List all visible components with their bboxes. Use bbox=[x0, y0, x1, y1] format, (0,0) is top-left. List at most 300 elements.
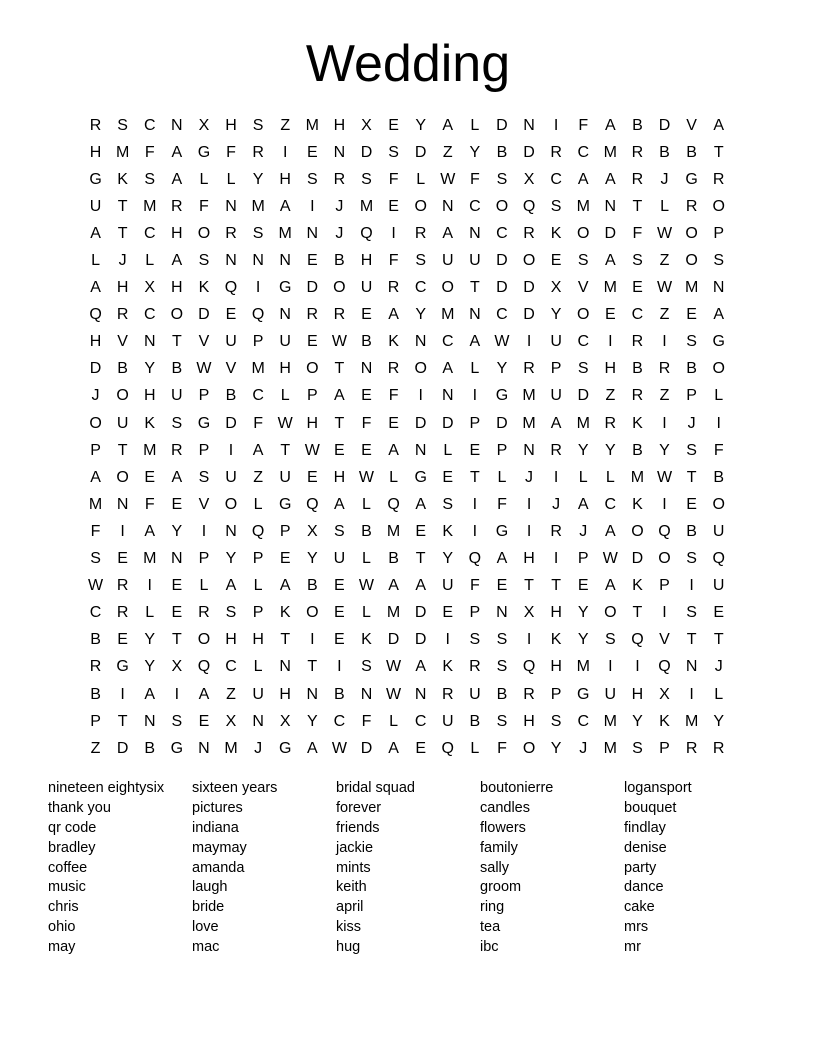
grid-letter[interactable]: W bbox=[331, 739, 347, 757]
grid-letter[interactable]: A bbox=[604, 170, 616, 188]
grid-letter[interactable]: J bbox=[687, 414, 696, 432]
grid-letter[interactable]: K bbox=[144, 414, 156, 432]
grid-letter[interactable]: R bbox=[523, 685, 535, 703]
grid-letter[interactable]: E bbox=[306, 143, 318, 161]
grid-letter[interactable]: N bbox=[143, 712, 156, 730]
grid-letter[interactable]: U bbox=[171, 387, 183, 405]
grid-letter[interactable]: I bbox=[526, 333, 532, 351]
grid-letter[interactable]: S bbox=[577, 252, 589, 270]
grid-letter[interactable]: S bbox=[686, 333, 697, 351]
grid-letter[interactable]: F bbox=[578, 116, 589, 134]
grid-letter[interactable]: E bbox=[388, 414, 399, 432]
grid-letter[interactable]: O bbox=[577, 224, 590, 242]
grid-letter[interactable]: C bbox=[143, 306, 156, 324]
grid-letter[interactable]: I bbox=[228, 441, 234, 459]
grid-letter[interactable]: K bbox=[279, 604, 291, 622]
grid-letter[interactable]: X bbox=[523, 604, 535, 622]
grid-letter[interactable]: L bbox=[660, 197, 669, 215]
grid-letter[interactable]: U bbox=[116, 414, 129, 432]
grid-letter[interactable]: N bbox=[225, 252, 237, 270]
grid-letter[interactable]: U bbox=[279, 468, 291, 486]
grid-letter[interactable]: I bbox=[174, 685, 180, 703]
grid-letter[interactable]: Q bbox=[387, 495, 400, 513]
grid-letter[interactable]: U bbox=[604, 685, 617, 703]
grid-letter[interactable]: H bbox=[631, 685, 644, 703]
grid-letter[interactable]: E bbox=[550, 252, 562, 270]
grid-letter[interactable]: H bbox=[143, 387, 156, 405]
grid-letter[interactable]: O bbox=[89, 414, 102, 432]
grid-letter[interactable]: E bbox=[361, 306, 372, 324]
grid-letter[interactable]: A bbox=[388, 577, 399, 595]
grid-letter[interactable]: J bbox=[91, 387, 100, 405]
grid-letter[interactable]: N bbox=[523, 441, 535, 459]
grid-letter[interactable]: L bbox=[714, 387, 724, 405]
grid-letter[interactable]: T bbox=[307, 658, 318, 676]
grid-letter[interactable]: T bbox=[334, 360, 345, 378]
grid-letter[interactable]: P bbox=[713, 224, 725, 242]
grid-letter[interactable]: H bbox=[171, 224, 183, 242]
grid-letter[interactable]: G bbox=[577, 685, 590, 703]
grid-letter[interactable]: Z bbox=[226, 685, 236, 703]
grid-letter[interactable]: N bbox=[279, 252, 291, 270]
grid-letter[interactable]: E bbox=[604, 306, 616, 324]
grid-letter[interactable]: L bbox=[389, 468, 399, 486]
grid-letter[interactable]: U bbox=[252, 685, 264, 703]
grid-letter[interactable]: G bbox=[278, 279, 292, 297]
grid-letter[interactable]: M bbox=[576, 414, 590, 432]
grid-letter[interactable]: E bbox=[632, 279, 643, 297]
grid-letter[interactable]: K bbox=[442, 522, 454, 540]
grid-letter[interactable]: A bbox=[171, 143, 183, 161]
grid-letter[interactable]: I bbox=[608, 658, 613, 676]
grid-letter[interactable]: Q bbox=[658, 522, 671, 540]
grid-letter[interactable]: R bbox=[387, 279, 400, 297]
grid-letter[interactable]: T bbox=[117, 712, 128, 730]
grid-letter[interactable]: R bbox=[225, 224, 237, 242]
grid-letter[interactable]: F bbox=[90, 522, 101, 540]
grid-letter[interactable]: L bbox=[145, 604, 155, 622]
grid-letter[interactable]: T bbox=[171, 631, 182, 649]
grid-letter[interactable]: P bbox=[550, 360, 562, 378]
grid-letter[interactable]: M bbox=[143, 441, 157, 459]
grid-letter[interactable]: A bbox=[713, 116, 725, 134]
grid-letter[interactable]: H bbox=[604, 360, 617, 378]
grid-letter[interactable]: Y bbox=[415, 116, 426, 134]
grid-letter[interactable]: G bbox=[712, 333, 725, 351]
grid-letter[interactable]: Q bbox=[712, 550, 725, 568]
grid-letter[interactable]: I bbox=[472, 522, 478, 540]
grid-letter[interactable]: D bbox=[496, 252, 508, 270]
grid-letter[interactable]: C bbox=[441, 333, 454, 351]
grid-letter[interactable]: D bbox=[414, 414, 427, 432]
grid-letter[interactable]: Y bbox=[713, 712, 725, 730]
grid-letter[interactable]: E bbox=[198, 712, 210, 730]
grid-letter[interactable]: P bbox=[306, 387, 318, 405]
grid-letter[interactable]: J bbox=[552, 495, 561, 513]
grid-letter[interactable]: G bbox=[495, 387, 509, 405]
grid-letter[interactable]: M bbox=[603, 739, 617, 757]
grid-letter[interactable]: I bbox=[689, 577, 694, 595]
grid-letter[interactable]: B bbox=[496, 685, 508, 703]
grid-letter[interactable]: V bbox=[198, 333, 210, 351]
grid-letter[interactable]: E bbox=[442, 468, 454, 486]
grid-letter[interactable]: I bbox=[716, 414, 721, 432]
grid-letter[interactable]: W bbox=[386, 685, 402, 703]
grid-letter[interactable]: I bbox=[201, 522, 207, 540]
grid-letter[interactable]: W bbox=[358, 577, 375, 595]
grid-letter[interactable]: K bbox=[632, 495, 643, 513]
grid-letter[interactable]: R bbox=[712, 170, 725, 188]
grid-letter[interactable]: Q bbox=[197, 658, 211, 676]
grid-letter[interactable]: R bbox=[441, 685, 454, 703]
grid-letter[interactable]: R bbox=[89, 116, 102, 134]
grid-letter[interactable]: H bbox=[306, 414, 319, 432]
grid-letter[interactable]: E bbox=[713, 604, 725, 622]
grid-letter[interactable]: I bbox=[553, 116, 559, 134]
grid-letter[interactable]: O bbox=[414, 360, 427, 378]
grid-letter[interactable]: O bbox=[631, 522, 644, 540]
grid-letter[interactable]: A bbox=[90, 224, 101, 242]
grid-letter[interactable]: D bbox=[604, 224, 617, 242]
grid-letter[interactable]: D bbox=[414, 143, 427, 161]
grid-letter[interactable]: I bbox=[553, 550, 559, 568]
grid-letter[interactable]: S bbox=[252, 224, 264, 242]
grid-letter[interactable]: A bbox=[442, 360, 454, 378]
grid-letter[interactable]: Q bbox=[468, 550, 482, 568]
grid-letter[interactable]: D bbox=[496, 116, 508, 134]
grid-letter[interactable]: B bbox=[632, 116, 643, 134]
grid-letter[interactable]: A bbox=[604, 252, 616, 270]
grid-letter[interactable]: U bbox=[225, 468, 237, 486]
grid-letter[interactable]: W bbox=[304, 441, 320, 459]
grid-letter[interactable]: Y bbox=[306, 550, 318, 568]
grid-letter[interactable]: R bbox=[523, 360, 535, 378]
grid-letter[interactable]: N bbox=[685, 658, 698, 676]
grid-letter[interactable]: E bbox=[388, 197, 399, 215]
grid-letter[interactable]: V bbox=[686, 116, 697, 134]
grid-letter[interactable]: P bbox=[252, 550, 264, 568]
grid-letter[interactable]: M bbox=[305, 116, 319, 134]
grid-letter[interactable]: S bbox=[361, 658, 372, 676]
grid-letter[interactable]: F bbox=[469, 577, 480, 595]
grid-letter[interactable]: S bbox=[686, 550, 697, 568]
grid-letter[interactable]: E bbox=[306, 333, 318, 351]
grid-letter[interactable]: G bbox=[495, 522, 509, 540]
grid-letter[interactable]: L bbox=[253, 658, 263, 676]
grid-letter[interactable]: R bbox=[116, 604, 129, 622]
grid-letter[interactable]: P bbox=[686, 387, 697, 405]
grid-letter[interactable]: L bbox=[362, 550, 371, 568]
grid-letter[interactable]: P bbox=[198, 441, 210, 459]
grid-letter[interactable]: O bbox=[306, 360, 319, 378]
grid-letter[interactable]: S bbox=[334, 522, 345, 540]
grid-letter[interactable]: X bbox=[523, 170, 535, 188]
grid-letter[interactable]: E bbox=[388, 116, 399, 134]
grid-letter[interactable]: D bbox=[523, 279, 535, 297]
grid-letter[interactable]: P bbox=[469, 604, 481, 622]
grid-letter[interactable]: O bbox=[495, 197, 509, 215]
grid-letter[interactable]: P bbox=[252, 333, 264, 351]
grid-letter[interactable]: D bbox=[360, 739, 373, 757]
grid-letter[interactable]: X bbox=[171, 658, 183, 676]
grid-letter[interactable]: T bbox=[117, 224, 128, 242]
grid-letter[interactable]: F bbox=[388, 387, 399, 405]
grid-letter[interactable]: I bbox=[526, 631, 532, 649]
grid-letter[interactable]: L bbox=[226, 170, 236, 188]
grid-letter[interactable]: S bbox=[144, 170, 156, 188]
grid-letter[interactable]: W bbox=[656, 279, 673, 297]
grid-letter[interactable]: N bbox=[306, 685, 319, 703]
grid-letter[interactable]: A bbox=[225, 577, 237, 595]
grid-letter[interactable]: L bbox=[145, 252, 155, 270]
grid-letter[interactable]: R bbox=[631, 170, 644, 188]
grid-letter[interactable]: U bbox=[333, 550, 346, 568]
grid-letter[interactable]: E bbox=[686, 495, 697, 513]
grid-letter[interactable]: E bbox=[442, 604, 454, 622]
grid-letter[interactable]: J bbox=[579, 522, 588, 540]
grid-letter[interactable]: K bbox=[632, 577, 643, 595]
grid-letter[interactable]: F bbox=[199, 197, 209, 215]
grid-letter[interactable]: M bbox=[684, 712, 699, 730]
grid-letter[interactable]: R bbox=[550, 143, 562, 161]
grid-letter[interactable]: X bbox=[144, 279, 156, 297]
grid-letter[interactable]: S bbox=[171, 712, 183, 730]
grid-letter[interactable]: B bbox=[90, 631, 101, 649]
grid-letter[interactable]: N bbox=[171, 116, 183, 134]
grid-letter[interactable]: V bbox=[659, 631, 670, 649]
grid-letter[interactable]: I bbox=[662, 333, 667, 351]
grid-letter[interactable]: C bbox=[496, 224, 508, 242]
grid-letter[interactable]: I bbox=[310, 631, 315, 649]
grid-letter[interactable]: U bbox=[550, 333, 562, 351]
grid-letter[interactable]: D bbox=[441, 414, 454, 432]
grid-letter[interactable]: M bbox=[603, 712, 617, 730]
grid-letter[interactable]: D bbox=[116, 739, 129, 757]
grid-letter[interactable]: N bbox=[414, 441, 427, 459]
grid-letter[interactable]: A bbox=[171, 468, 183, 486]
grid-letter[interactable]: P bbox=[469, 414, 481, 432]
grid-letter[interactable]: E bbox=[279, 550, 291, 568]
grid-letter[interactable]: P bbox=[198, 387, 210, 405]
grid-letter[interactable]: T bbox=[117, 441, 128, 459]
grid-letter[interactable]: B bbox=[361, 522, 372, 540]
grid-letter[interactable]: T bbox=[415, 550, 426, 568]
grid-letter[interactable]: S bbox=[550, 197, 562, 215]
grid-letter[interactable]: N bbox=[143, 333, 156, 351]
grid-letter[interactable]: X bbox=[279, 712, 291, 730]
grid-letter[interactable]: H bbox=[116, 279, 129, 297]
grid-letter[interactable]: T bbox=[469, 468, 480, 486]
grid-letter[interactable]: I bbox=[662, 495, 667, 513]
grid-letter[interactable]: C bbox=[333, 712, 346, 730]
grid-letter[interactable]: U bbox=[441, 252, 454, 270]
grid-letter[interactable]: G bbox=[197, 414, 211, 432]
grid-letter[interactable]: K bbox=[659, 712, 670, 730]
grid-letter[interactable]: E bbox=[334, 441, 345, 459]
grid-letter[interactable]: S bbox=[415, 252, 426, 270]
grid-letter[interactable]: S bbox=[198, 468, 210, 486]
grid-letter[interactable]: A bbox=[442, 116, 454, 134]
grid-letter[interactable]: T bbox=[686, 631, 697, 649]
grid-letter[interactable]: Q bbox=[441, 739, 454, 757]
grid-letter[interactable]: M bbox=[115, 143, 130, 161]
grid-letter[interactable]: O bbox=[116, 468, 129, 486]
grid-letter[interactable]: I bbox=[120, 685, 125, 703]
grid-letter[interactable]: M bbox=[576, 197, 590, 215]
grid-letter[interactable]: L bbox=[470, 739, 480, 757]
grid-letter[interactable]: B bbox=[334, 252, 345, 270]
grid-letter[interactable]: P bbox=[659, 577, 670, 595]
grid-letter[interactable]: B bbox=[686, 143, 697, 161]
grid-letter[interactable]: E bbox=[334, 604, 345, 622]
grid-letter[interactable]: Y bbox=[550, 739, 562, 757]
grid-letter[interactable]: O bbox=[658, 550, 671, 568]
grid-letter[interactable]: Z bbox=[659, 252, 670, 270]
grid-letter[interactable]: S bbox=[469, 631, 481, 649]
grid-letter[interactable]: S bbox=[604, 631, 616, 649]
grid-letter[interactable]: N bbox=[252, 252, 264, 270]
grid-letter[interactable]: J bbox=[335, 224, 344, 242]
grid-letter[interactable]: B bbox=[306, 577, 318, 595]
grid-letter[interactable]: C bbox=[414, 712, 427, 730]
grid-letter[interactable]: O bbox=[197, 631, 211, 649]
grid-letter[interactable]: P bbox=[90, 712, 101, 730]
grid-letter[interactable]: J bbox=[714, 658, 723, 676]
grid-letter[interactable]: U bbox=[279, 333, 291, 351]
grid-letter[interactable]: B bbox=[90, 685, 101, 703]
grid-letter[interactable]: Q bbox=[360, 224, 373, 242]
grid-letter[interactable]: Q bbox=[658, 658, 671, 676]
grid-letter[interactable]: Q bbox=[306, 495, 319, 513]
grid-letter[interactable]: A bbox=[90, 468, 101, 486]
grid-letter[interactable]: F bbox=[361, 712, 372, 730]
grid-letter[interactable]: S bbox=[306, 170, 318, 188]
grid-letter[interactable]: Q bbox=[251, 306, 265, 324]
grid-letter[interactable]: D bbox=[225, 414, 237, 432]
grid-letter[interactable]: K bbox=[388, 333, 399, 351]
grid-letter[interactable]: H bbox=[333, 468, 346, 486]
grid-letter[interactable]: O bbox=[116, 387, 129, 405]
grid-letter[interactable]: R bbox=[89, 658, 102, 676]
grid-letter[interactable]: T bbox=[686, 468, 697, 486]
grid-letter[interactable]: M bbox=[603, 143, 617, 161]
grid-letter[interactable]: E bbox=[577, 577, 589, 595]
grid-letter[interactable]: R bbox=[171, 197, 183, 215]
grid-letter[interactable]: I bbox=[418, 387, 423, 405]
grid-letter[interactable]: R bbox=[333, 170, 346, 188]
grid-letter[interactable]: R bbox=[523, 224, 535, 242]
grid-letter[interactable]: P bbox=[659, 739, 670, 757]
grid-letter[interactable]: M bbox=[576, 658, 590, 676]
grid-letter[interactable]: R bbox=[116, 577, 129, 595]
grid-letter[interactable]: T bbox=[469, 279, 480, 297]
grid-letter[interactable]: F bbox=[144, 495, 155, 513]
grid-letter[interactable]: U bbox=[225, 333, 237, 351]
grid-letter[interactable]: I bbox=[526, 495, 532, 513]
grid-letter[interactable]: X bbox=[198, 116, 210, 134]
grid-letter[interactable]: A bbox=[171, 252, 183, 270]
grid-letter[interactable]: A bbox=[577, 170, 589, 188]
grid-letter[interactable]: N bbox=[279, 306, 291, 324]
grid-letter[interactable]: W bbox=[331, 333, 347, 351]
grid-letter[interactable]: A bbox=[415, 495, 426, 513]
grid-letter[interactable]: Q bbox=[251, 522, 265, 540]
grid-letter[interactable]: Q bbox=[224, 279, 238, 297]
grid-letter[interactable]: A bbox=[388, 739, 399, 757]
grid-letter[interactable]: D bbox=[360, 143, 373, 161]
grid-letter[interactable]: M bbox=[684, 279, 699, 297]
grid-letter[interactable]: A bbox=[198, 685, 210, 703]
grid-letter[interactable]: E bbox=[334, 631, 345, 649]
grid-letter[interactable]: B bbox=[632, 360, 643, 378]
grid-letter[interactable]: E bbox=[496, 577, 508, 595]
grid-letter[interactable]: T bbox=[117, 197, 128, 215]
grid-letter[interactable]: P bbox=[577, 550, 589, 568]
grid-letter[interactable]: I bbox=[662, 414, 667, 432]
grid-letter[interactable]: R bbox=[604, 414, 617, 432]
grid-letter[interactable]: H bbox=[225, 116, 237, 134]
grid-letter[interactable]: S bbox=[713, 252, 725, 270]
grid-letter[interactable]: K bbox=[632, 414, 643, 432]
grid-letter[interactable]: C bbox=[550, 170, 562, 188]
grid-letter[interactable]: A bbox=[415, 577, 426, 595]
grid-letter[interactable]: G bbox=[197, 143, 211, 161]
grid-letter[interactable]: D bbox=[414, 604, 427, 622]
grid-letter[interactable]: D bbox=[496, 279, 508, 297]
grid-letter[interactable]: P bbox=[550, 685, 562, 703]
grid-letter[interactable]: O bbox=[224, 495, 238, 513]
grid-letter[interactable]: D bbox=[306, 279, 319, 297]
grid-letter[interactable]: N bbox=[225, 522, 237, 540]
grid-letter[interactable]: U bbox=[89, 197, 102, 215]
grid-letter[interactable]: O bbox=[712, 197, 725, 215]
grid-letter[interactable]: I bbox=[526, 522, 532, 540]
grid-letter[interactable]: A bbox=[334, 387, 345, 405]
grid-letter[interactable]: A bbox=[604, 522, 616, 540]
grid-letter[interactable]: F bbox=[469, 170, 480, 188]
grid-letter[interactable]: U bbox=[550, 387, 562, 405]
grid-letter[interactable]: A bbox=[713, 306, 725, 324]
grid-letter[interactable]: I bbox=[608, 333, 613, 351]
grid-letter[interactable]: S bbox=[388, 143, 399, 161]
grid-letter[interactable]: M bbox=[251, 197, 265, 215]
grid-letter[interactable]: A bbox=[334, 495, 345, 513]
grid-letter[interactable]: A bbox=[604, 577, 616, 595]
grid-letter[interactable]: T bbox=[551, 577, 562, 595]
grid-letter[interactable]: M bbox=[143, 550, 157, 568]
grid-letter[interactable]: H bbox=[279, 170, 291, 188]
grid-letter[interactable]: D bbox=[577, 387, 590, 405]
grid-letter[interactable]: R bbox=[631, 143, 644, 161]
grid-letter[interactable]: A bbox=[550, 414, 562, 432]
grid-letter[interactable]: N bbox=[469, 306, 481, 324]
grid-letter[interactable]: H bbox=[225, 631, 237, 649]
grid-letter[interactable]: A bbox=[144, 685, 156, 703]
grid-letter[interactable]: H bbox=[550, 658, 562, 676]
grid-letter[interactable]: C bbox=[414, 279, 427, 297]
grid-letter[interactable]: C bbox=[143, 224, 156, 242]
grid-letter[interactable]: W bbox=[656, 224, 673, 242]
grid-letter[interactable]: G bbox=[414, 468, 427, 486]
grid-letter[interactable]: N bbox=[360, 685, 373, 703]
grid-letter[interactable]: E bbox=[117, 550, 128, 568]
grid-letter[interactable]: O bbox=[522, 252, 536, 270]
grid-letter[interactable]: L bbox=[497, 468, 507, 486]
grid-letter[interactable]: R bbox=[685, 197, 698, 215]
grid-letter[interactable]: B bbox=[388, 550, 399, 568]
grid-letter[interactable]: B bbox=[469, 712, 481, 730]
grid-letter[interactable]: A bbox=[442, 224, 454, 242]
